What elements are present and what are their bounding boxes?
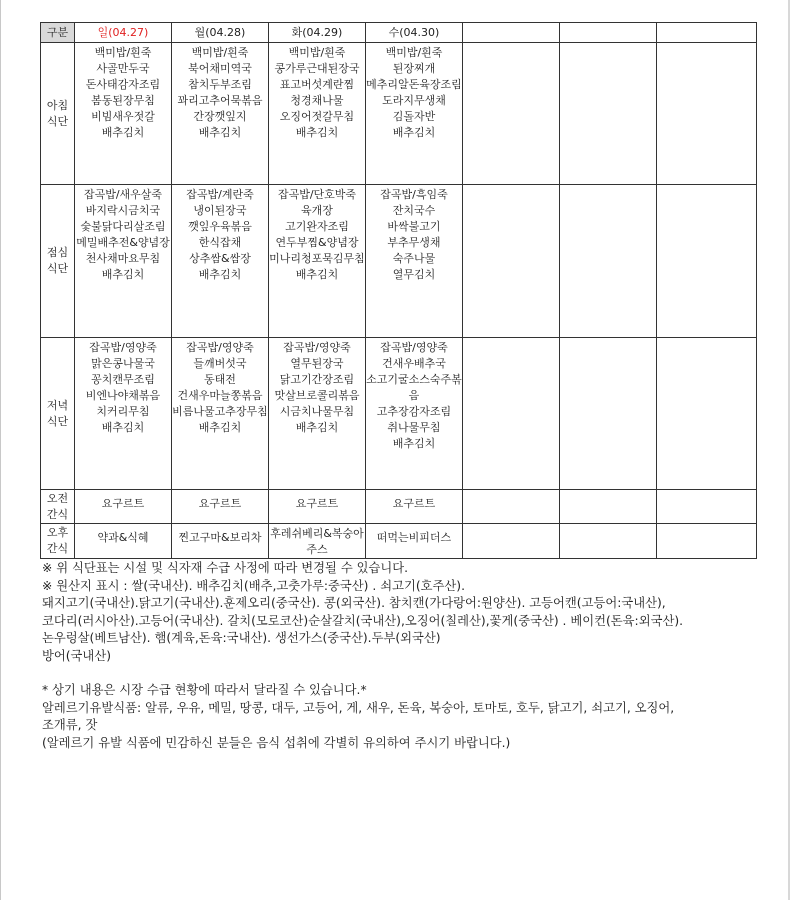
menu-cell	[269, 338, 366, 490]
menu-item: 잡곡밥/단호박죽	[277, 188, 357, 201]
day-header-tue: 화(04.29)	[269, 23, 366, 43]
menu-item: 배추김치	[392, 437, 436, 450]
menu-item: 청경채나물	[290, 94, 344, 107]
menu-item: 취나물무침	[387, 421, 441, 434]
snack-cell: 요구르트	[269, 490, 366, 524]
menu-item: 열무김치	[392, 268, 436, 281]
empty-cell	[657, 338, 757, 490]
menu-item: 치커리무침	[96, 405, 150, 418]
origin-notice: 돼지고기(국내산).닭고기(국내산).훈제오리(중국산). 콩(외국산). 참치캔(가다랑어:원양산). 고등어캔(고등어:국내산),	[42, 596, 666, 610]
menu-item: 콩가루근대된장국	[274, 62, 360, 75]
menu-item: 잡곡밥/영양죽	[89, 341, 157, 354]
menu-cell	[75, 185, 172, 338]
menu-item: 숯불닭다리살조림	[80, 220, 166, 233]
menu-cell	[269, 185, 366, 338]
menu-cell	[366, 43, 463, 185]
empty-cell	[560, 185, 657, 338]
spacer	[42, 665, 772, 682]
menu-item: 바싹불고기	[387, 220, 441, 233]
menu-item: 부추무생채	[387, 236, 441, 249]
menu-item: 잡곡밥/영양죽	[283, 341, 351, 354]
menu-item: 육개장	[301, 204, 333, 217]
menu-cell	[172, 185, 269, 338]
market-notice: * 상기 내용은 시장 수급 현황에 따라서 달라질 수 있습니다.*	[42, 683, 367, 697]
snack-cell: 약과&식혜	[75, 524, 172, 559]
menu-item: 건새우마늘쫑볶음	[177, 389, 263, 402]
day-header-sun: 일(04.27)	[75, 23, 172, 43]
menu-item: 연두부찜&양념장	[275, 236, 359, 249]
menu-item: 들깨버섯국	[193, 357, 247, 370]
menu-item: 배추김치	[295, 126, 339, 139]
menu-item: 배추김치	[392, 126, 436, 139]
menu-item: 한식잡채	[198, 236, 242, 249]
menu-item: 깻잎우육볶음	[188, 220, 252, 233]
empty-cell	[657, 185, 757, 338]
header-row	[41, 23, 757, 43]
menu-cell	[269, 43, 366, 185]
row-label-dinner: 저녁 식단	[41, 338, 75, 490]
menu-item: 닭고기간장조림	[279, 373, 355, 386]
menu-item: 돈사태감자조림	[85, 78, 161, 91]
menu-cell	[172, 43, 269, 185]
menu-item: 배추김치	[295, 268, 339, 281]
menu-item: 메밀배추전&양념장	[76, 236, 170, 249]
menu-item: 배추김치	[101, 421, 145, 434]
menu-item: 된장찌개	[392, 62, 436, 75]
snack-cell: 요구르트	[366, 490, 463, 524]
menu-item: 표고버섯계란찜	[279, 78, 355, 91]
menu-cell	[366, 338, 463, 490]
day-header-wed: 수(04.30)	[366, 23, 463, 43]
empty-cell	[657, 490, 757, 524]
menu-item: 비엔나야채볶음	[85, 389, 161, 402]
origin-notice: 코다리(러시아산).고등어(국내산). 갈치(모로코산)순살갈치(국내산),오징어(칠레산),꽃게(중국산) . 베이컨(돈육:외국산).	[42, 613, 684, 628]
empty-cell	[463, 490, 560, 524]
menu-item: 배추김치	[198, 268, 242, 281]
menu-item: 맛살브로콜리볶음	[274, 389, 360, 402]
menu-item: 백미밥/흰죽	[94, 46, 152, 59]
menu-item: 잡곡밥/영양죽	[186, 341, 254, 354]
menu-item: 잡곡밥/영양죽	[380, 341, 448, 354]
menu-item: 비름나물고추장무침	[172, 405, 268, 418]
empty-cell	[463, 524, 560, 559]
menu-cell	[75, 338, 172, 490]
dinner-row	[41, 338, 757, 490]
empty-cell	[657, 43, 757, 185]
menu-item: 잔치국수	[392, 204, 436, 217]
row-label-pm-snack: 오후 간식	[41, 524, 75, 559]
allergy-list: 조개류, 잣	[42, 718, 98, 732]
menu-item: 참치두부조림	[188, 78, 252, 91]
origin-notice: 방어(국내산)	[42, 648, 111, 663]
menu-item: 김돌자반	[392, 110, 436, 123]
row-label-breakfast: 아침 식단	[41, 43, 75, 185]
empty-cell	[560, 524, 657, 559]
empty-cell	[560, 43, 657, 185]
lunch-row	[41, 185, 757, 338]
day-header-mon: 월(04.28)	[172, 23, 269, 43]
menu-item: 동태전	[204, 373, 236, 386]
row-label-am-snack: 오전 간식	[41, 490, 75, 524]
snack-cell: 요구르트	[75, 490, 172, 524]
menu-item: 북어채미역국	[188, 62, 252, 75]
empty-cell	[463, 185, 560, 338]
menu-item: 배추김치	[198, 421, 242, 434]
menu-item: 잡곡밥/새우살죽	[83, 188, 163, 201]
meal-plan-table	[40, 22, 757, 559]
menu-item: 간장깻잎지	[193, 110, 247, 123]
snack-cell: 떠먹는비피더스	[366, 524, 463, 559]
menu-item: 상추쌈&쌈장	[189, 252, 251, 265]
menu-item: 백미밥/흰죽	[191, 46, 249, 59]
page-left-border	[0, 0, 1, 900]
day-header-empty	[657, 23, 757, 43]
menu-item: 숙주나물	[392, 252, 436, 265]
pm-snack-row	[41, 524, 757, 559]
menu-item: 백미밥/흰죽	[288, 46, 346, 59]
menu-item: 냉이된장국	[193, 204, 247, 217]
origin-notice: 논우렁살(베트남산). 햄(계육,돈육:국내산). 생선가스(중국산).두부(외국산)	[42, 631, 441, 645]
menu-item: 메추리알돈육장조림	[366, 78, 462, 91]
allergy-list: 알레르기유발식품: 알류, 우유, 메밀, 땅콩, 대두, 고등어, 게, 새우, 돈육, 복숭아, 토마토, 호두, 닭고기, 쇠고기, 오징어,	[42, 700, 675, 715]
allergy-caution: (알레르기 유발 식품에 민감하신 분들은 음식 섭취에 각별히 유의하여 주시기 바랍니다.)	[42, 735, 511, 750]
menu-item: 소고기굴소스숙주볶음	[366, 373, 462, 402]
empty-cell	[560, 490, 657, 524]
menu-item: 잡곡밥/계란죽	[186, 188, 254, 201]
menu-cell	[172, 338, 269, 490]
empty-cell	[657, 524, 757, 559]
menu-item: 봄동된장무침	[91, 94, 155, 107]
menu-item: 맑은콩나물국	[91, 357, 155, 370]
empty-cell	[560, 338, 657, 490]
menu-item: 배추김치	[101, 268, 145, 281]
empty-cell	[463, 43, 560, 185]
row-label-lunch: 점심 식단	[41, 185, 75, 338]
menu-item: 비빔새우젓갈	[91, 110, 155, 123]
menu-item: 오징어젓갈무침	[279, 110, 355, 123]
menu-cell	[366, 185, 463, 338]
menu-item: 사골만두국	[96, 62, 150, 75]
menu-cell	[75, 43, 172, 185]
menu-item: 꽁치캔무조림	[91, 373, 155, 386]
notes-section	[42, 560, 772, 752]
menu-item: 배추김치	[101, 126, 145, 139]
menu-item: 도라지무생채	[382, 94, 446, 107]
menu-item: 시금치나물무침	[279, 405, 355, 418]
menu-item: 고추장감자조림	[376, 405, 452, 418]
snack-cell: 요구르트	[172, 490, 269, 524]
snack-cell: 후레쉬베리&복숭아주스	[269, 524, 366, 559]
menu-item: 열무된장국	[290, 357, 344, 370]
snack-cell: 찐고구마&보리차	[172, 524, 269, 559]
menu-item: 꽈리고추어묵볶음	[177, 94, 263, 107]
menu-item: 배추김치	[295, 421, 339, 434]
menu-item: 배추김치	[198, 126, 242, 139]
menu-item: 잡곡밥/흑임죽	[380, 188, 448, 201]
origin-notice: ※ 원산지 표시 : 쌀(국내산). 배추김치(배추,고춧가루:중국산) . 쇠고기(호주산).	[42, 578, 465, 593]
menu-item: 천사채마요무침	[85, 252, 161, 265]
menu-item: 백미밥/흰죽	[385, 46, 443, 59]
breakfast-row	[41, 43, 757, 185]
empty-cell	[463, 338, 560, 490]
menu-item: 바지락시금치국	[85, 204, 161, 217]
day-header-empty	[560, 23, 657, 43]
day-header-empty	[463, 23, 560, 43]
menu-item: 건새우배추국	[382, 357, 446, 370]
corner-header: 구분	[41, 23, 75, 43]
menu-item: 미나리청포묵김무침	[269, 252, 365, 265]
menu-item: 고기완자조림	[285, 220, 349, 233]
am-snack-row	[41, 490, 757, 524]
change-notice: ※ 위 식단표는 시설 및 식자재 수급 사정에 따라 변경될 수 있습니다.	[42, 561, 409, 575]
